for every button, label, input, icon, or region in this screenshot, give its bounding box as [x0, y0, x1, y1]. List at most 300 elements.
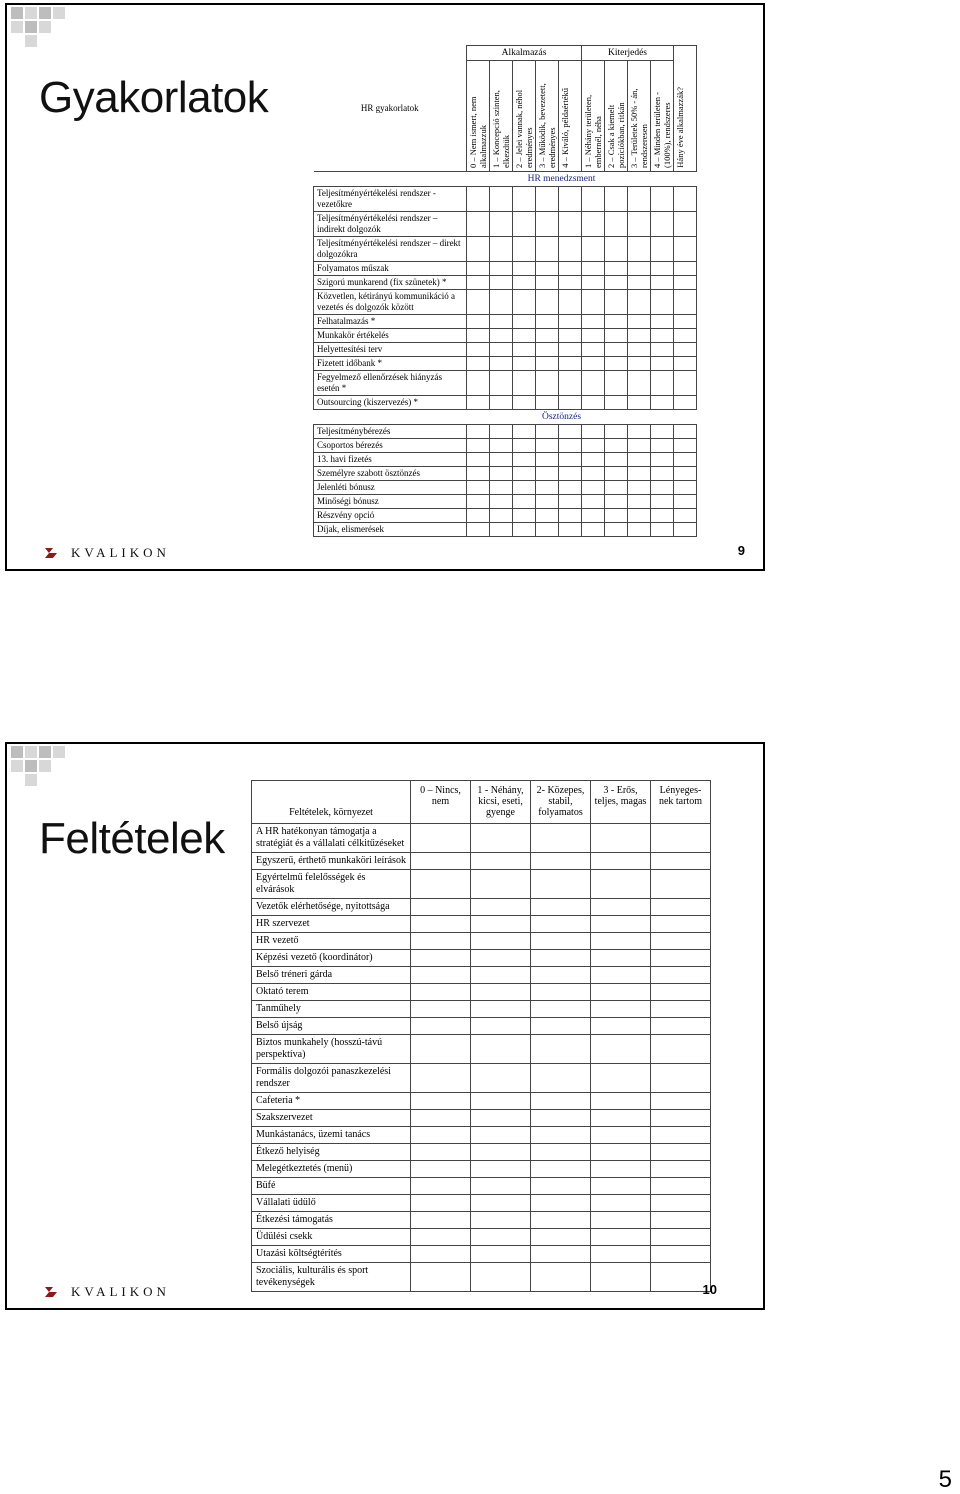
rating-cell[interactable] [651, 315, 674, 329]
rating-cell[interactable] [582, 495, 605, 509]
rating-cell[interactable] [490, 276, 513, 290]
rating-cell[interactable] [674, 425, 697, 439]
rating-cell[interactable] [536, 357, 559, 371]
rating-cell[interactable] [531, 1246, 591, 1263]
rating-cell[interactable] [490, 237, 513, 262]
rating-cell[interactable] [559, 212, 582, 237]
rating-cell[interactable] [536, 467, 559, 481]
rating-cell[interactable] [582, 343, 605, 357]
rating-cell[interactable] [531, 1127, 591, 1144]
rating-cell[interactable] [651, 853, 711, 870]
rating-cell[interactable] [651, 481, 674, 495]
rating-cell[interactable] [536, 329, 559, 343]
rating-cell[interactable] [559, 262, 582, 276]
rating-cell[interactable] [582, 425, 605, 439]
rating-cell[interactable] [513, 290, 536, 315]
rating-cell[interactable] [467, 329, 490, 343]
rating-cell[interactable] [411, 1178, 471, 1195]
rating-cell[interactable] [467, 495, 490, 509]
rating-cell[interactable] [490, 357, 513, 371]
rating-cell[interactable] [467, 467, 490, 481]
rating-cell[interactable] [591, 1212, 651, 1229]
rating-cell[interactable] [471, 933, 531, 950]
rating-cell[interactable] [411, 1001, 471, 1018]
rating-cell[interactable] [582, 212, 605, 237]
rating-cell[interactable] [531, 950, 591, 967]
rating-cell[interactable] [471, 1127, 531, 1144]
rating-cell[interactable] [559, 453, 582, 467]
rating-cell[interactable] [411, 1246, 471, 1263]
rating-cell[interactable] [591, 1229, 651, 1246]
rating-cell[interactable] [471, 870, 531, 899]
rating-cell[interactable] [490, 509, 513, 523]
rating-cell[interactable] [471, 1018, 531, 1035]
rating-cell[interactable] [513, 315, 536, 329]
rating-cell[interactable] [536, 439, 559, 453]
rating-cell[interactable] [674, 481, 697, 495]
rating-cell[interactable] [674, 467, 697, 481]
rating-cell[interactable] [471, 1195, 531, 1212]
rating-cell[interactable] [582, 509, 605, 523]
rating-cell[interactable] [467, 523, 490, 537]
rating-cell[interactable] [582, 481, 605, 495]
rating-cell[interactable] [651, 950, 711, 967]
rating-cell[interactable] [651, 509, 674, 523]
rating-cell[interactable] [490, 453, 513, 467]
rating-cell[interactable] [651, 1001, 711, 1018]
rating-cell[interactable] [591, 1127, 651, 1144]
rating-cell[interactable] [467, 212, 490, 237]
rating-cell[interactable] [411, 824, 471, 853]
rating-cell[interactable] [411, 1195, 471, 1212]
rating-cell[interactable] [605, 371, 628, 396]
rating-cell[interactable] [531, 1035, 591, 1064]
rating-cell[interactable] [531, 1178, 591, 1195]
rating-cell[interactable] [582, 439, 605, 453]
rating-cell[interactable] [467, 276, 490, 290]
rating-cell[interactable] [651, 439, 674, 453]
rating-cell[interactable] [411, 1229, 471, 1246]
rating-cell[interactable] [536, 262, 559, 276]
rating-cell[interactable] [591, 899, 651, 916]
rating-cell[interactable] [467, 371, 490, 396]
rating-cell[interactable] [651, 1093, 711, 1110]
rating-cell[interactable] [531, 933, 591, 950]
rating-cell[interactable] [513, 262, 536, 276]
rating-cell[interactable] [628, 357, 651, 371]
rating-cell[interactable] [471, 916, 531, 933]
rating-cell[interactable] [628, 290, 651, 315]
rating-cell[interactable] [651, 1127, 711, 1144]
rating-cell[interactable] [411, 1093, 471, 1110]
rating-cell[interactable] [674, 523, 697, 537]
rating-cell[interactable] [582, 315, 605, 329]
rating-cell[interactable] [651, 916, 711, 933]
rating-cell[interactable] [651, 1110, 711, 1127]
rating-cell[interactable] [591, 1001, 651, 1018]
rating-cell[interactable] [513, 495, 536, 509]
rating-cell[interactable] [582, 262, 605, 276]
rating-cell[interactable] [513, 509, 536, 523]
rating-cell[interactable] [674, 329, 697, 343]
rating-cell[interactable] [674, 237, 697, 262]
rating-cell[interactable] [559, 523, 582, 537]
rating-cell[interactable] [651, 1195, 711, 1212]
rating-cell[interactable] [490, 425, 513, 439]
rating-cell[interactable] [674, 371, 697, 396]
rating-cell[interactable] [628, 276, 651, 290]
rating-cell[interactable] [513, 481, 536, 495]
rating-cell[interactable] [531, 984, 591, 1001]
rating-cell[interactable] [674, 212, 697, 237]
rating-cell[interactable] [559, 187, 582, 212]
rating-cell[interactable] [605, 212, 628, 237]
rating-cell[interactable] [605, 453, 628, 467]
rating-cell[interactable] [591, 1246, 651, 1263]
rating-cell[interactable] [605, 467, 628, 481]
rating-cell[interactable] [559, 371, 582, 396]
rating-cell[interactable] [411, 1161, 471, 1178]
rating-cell[interactable] [513, 439, 536, 453]
rating-cell[interactable] [591, 1018, 651, 1035]
rating-cell[interactable] [582, 329, 605, 343]
rating-cell[interactable] [490, 329, 513, 343]
rating-cell[interactable] [651, 1144, 711, 1161]
rating-cell[interactable] [513, 396, 536, 410]
rating-cell[interactable] [605, 315, 628, 329]
rating-cell[interactable] [513, 371, 536, 396]
rating-cell[interactable] [411, 1127, 471, 1144]
rating-cell[interactable] [651, 1161, 711, 1178]
rating-cell[interactable] [651, 329, 674, 343]
rating-cell[interactable] [471, 1212, 531, 1229]
rating-cell[interactable] [628, 343, 651, 357]
rating-cell[interactable] [582, 237, 605, 262]
rating-cell[interactable] [513, 329, 536, 343]
rating-cell[interactable] [513, 187, 536, 212]
rating-cell[interactable] [536, 343, 559, 357]
rating-cell[interactable] [605, 439, 628, 453]
rating-cell[interactable] [411, 870, 471, 899]
rating-cell[interactable] [467, 481, 490, 495]
rating-cell[interactable] [490, 495, 513, 509]
rating-cell[interactable] [674, 262, 697, 276]
rating-cell[interactable] [559, 315, 582, 329]
rating-cell[interactable] [536, 495, 559, 509]
rating-cell[interactable] [628, 212, 651, 237]
rating-cell[interactable] [674, 357, 697, 371]
rating-cell[interactable] [591, 1178, 651, 1195]
rating-cell[interactable] [674, 396, 697, 410]
rating-cell[interactable] [531, 1229, 591, 1246]
rating-cell[interactable] [559, 509, 582, 523]
rating-cell[interactable] [582, 453, 605, 467]
rating-cell[interactable] [467, 343, 490, 357]
rating-cell[interactable] [582, 467, 605, 481]
rating-cell[interactable] [531, 824, 591, 853]
rating-cell[interactable] [651, 262, 674, 276]
rating-cell[interactable] [513, 453, 536, 467]
rating-cell[interactable] [651, 967, 711, 984]
rating-cell[interactable] [536, 453, 559, 467]
rating-cell[interactable] [651, 984, 711, 1001]
rating-cell[interactable] [559, 467, 582, 481]
rating-cell[interactable] [674, 315, 697, 329]
rating-cell[interactable] [467, 262, 490, 276]
rating-cell[interactable] [536, 523, 559, 537]
rating-cell[interactable] [411, 933, 471, 950]
rating-cell[interactable] [467, 396, 490, 410]
rating-cell[interactable] [651, 212, 674, 237]
rating-cell[interactable] [411, 1144, 471, 1161]
rating-cell[interactable] [651, 467, 674, 481]
rating-cell[interactable] [536, 396, 559, 410]
rating-cell[interactable] [513, 357, 536, 371]
rating-cell[interactable] [471, 899, 531, 916]
rating-cell[interactable] [651, 290, 674, 315]
rating-cell[interactable] [467, 425, 490, 439]
rating-cell[interactable] [628, 237, 651, 262]
rating-cell[interactable] [531, 1110, 591, 1127]
rating-cell[interactable] [651, 523, 674, 537]
rating-cell[interactable] [591, 1035, 651, 1064]
rating-cell[interactable] [605, 481, 628, 495]
rating-cell[interactable] [471, 1144, 531, 1161]
rating-cell[interactable] [536, 425, 559, 439]
rating-cell[interactable] [467, 237, 490, 262]
rating-cell[interactable] [490, 481, 513, 495]
rating-cell[interactable] [674, 187, 697, 212]
rating-cell[interactable] [471, 1001, 531, 1018]
rating-cell[interactable] [651, 1212, 711, 1229]
rating-cell[interactable] [674, 453, 697, 467]
rating-cell[interactable] [605, 495, 628, 509]
rating-cell[interactable] [467, 509, 490, 523]
rating-cell[interactable] [411, 1110, 471, 1127]
rating-cell[interactable] [531, 1093, 591, 1110]
rating-cell[interactable] [651, 899, 711, 916]
rating-cell[interactable] [628, 315, 651, 329]
rating-cell[interactable] [591, 933, 651, 950]
rating-cell[interactable] [582, 187, 605, 212]
rating-cell[interactable] [591, 1093, 651, 1110]
rating-cell[interactable] [559, 343, 582, 357]
rating-cell[interactable] [536, 276, 559, 290]
rating-cell[interactable] [411, 984, 471, 1001]
rating-cell[interactable] [591, 824, 651, 853]
rating-cell[interactable] [591, 1263, 651, 1292]
rating-cell[interactable] [591, 916, 651, 933]
rating-cell[interactable] [513, 425, 536, 439]
rating-cell[interactable] [582, 523, 605, 537]
rating-cell[interactable] [628, 523, 651, 537]
rating-cell[interactable] [582, 290, 605, 315]
rating-cell[interactable] [467, 187, 490, 212]
rating-cell[interactable] [467, 357, 490, 371]
rating-cell[interactable] [513, 467, 536, 481]
rating-cell[interactable] [591, 984, 651, 1001]
rating-cell[interactable] [559, 276, 582, 290]
rating-cell[interactable] [559, 396, 582, 410]
rating-cell[interactable] [559, 425, 582, 439]
rating-cell[interactable] [591, 853, 651, 870]
rating-cell[interactable] [651, 187, 674, 212]
rating-cell[interactable] [674, 290, 697, 315]
rating-cell[interactable] [582, 357, 605, 371]
rating-cell[interactable] [582, 396, 605, 410]
rating-cell[interactable] [605, 343, 628, 357]
rating-cell[interactable] [651, 343, 674, 357]
rating-cell[interactable] [471, 853, 531, 870]
rating-cell[interactable] [471, 1093, 531, 1110]
rating-cell[interactable] [471, 1229, 531, 1246]
rating-cell[interactable] [651, 396, 674, 410]
rating-cell[interactable] [628, 262, 651, 276]
rating-cell[interactable] [628, 396, 651, 410]
rating-cell[interactable] [536, 212, 559, 237]
rating-cell[interactable] [490, 343, 513, 357]
rating-cell[interactable] [605, 329, 628, 343]
rating-cell[interactable] [490, 467, 513, 481]
rating-cell[interactable] [651, 1064, 711, 1093]
rating-cell[interactable] [531, 1161, 591, 1178]
rating-cell[interactable] [411, 1018, 471, 1035]
rating-cell[interactable] [531, 1263, 591, 1292]
rating-cell[interactable] [674, 343, 697, 357]
rating-cell[interactable] [628, 371, 651, 396]
rating-cell[interactable] [651, 357, 674, 371]
rating-cell[interactable] [531, 870, 591, 899]
rating-cell[interactable] [559, 481, 582, 495]
rating-cell[interactable] [536, 290, 559, 315]
rating-cell[interactable] [467, 439, 490, 453]
rating-cell[interactable] [559, 357, 582, 371]
rating-cell[interactable] [559, 495, 582, 509]
rating-cell[interactable] [531, 1195, 591, 1212]
rating-cell[interactable] [591, 1144, 651, 1161]
rating-cell[interactable] [490, 290, 513, 315]
rating-cell[interactable] [531, 1001, 591, 1018]
rating-cell[interactable] [411, 967, 471, 984]
rating-cell[interactable] [471, 1110, 531, 1127]
rating-cell[interactable] [513, 237, 536, 262]
rating-cell[interactable] [490, 315, 513, 329]
rating-cell[interactable] [651, 276, 674, 290]
rating-cell[interactable] [591, 1161, 651, 1178]
rating-cell[interactable] [490, 439, 513, 453]
rating-cell[interactable] [411, 1064, 471, 1093]
rating-cell[interactable] [582, 276, 605, 290]
rating-cell[interactable] [591, 1110, 651, 1127]
rating-cell[interactable] [531, 1144, 591, 1161]
rating-cell[interactable] [471, 950, 531, 967]
rating-cell[interactable] [605, 187, 628, 212]
rating-cell[interactable] [628, 481, 651, 495]
rating-cell[interactable] [651, 1246, 711, 1263]
rating-cell[interactable] [490, 396, 513, 410]
rating-cell[interactable] [651, 1018, 711, 1035]
rating-cell[interactable] [531, 1212, 591, 1229]
rating-cell[interactable] [651, 425, 674, 439]
rating-cell[interactable] [536, 315, 559, 329]
rating-cell[interactable] [490, 371, 513, 396]
rating-cell[interactable] [467, 453, 490, 467]
rating-cell[interactable] [651, 933, 711, 950]
rating-cell[interactable] [628, 467, 651, 481]
rating-cell[interactable] [411, 1212, 471, 1229]
rating-cell[interactable] [531, 1018, 591, 1035]
rating-cell[interactable] [651, 237, 674, 262]
rating-cell[interactable] [531, 899, 591, 916]
rating-cell[interactable] [471, 967, 531, 984]
rating-cell[interactable] [591, 870, 651, 899]
rating-cell[interactable] [490, 262, 513, 276]
rating-cell[interactable] [471, 1161, 531, 1178]
rating-cell[interactable] [651, 1035, 711, 1064]
rating-cell[interactable] [605, 290, 628, 315]
rating-cell[interactable] [471, 1035, 531, 1064]
rating-cell[interactable] [559, 290, 582, 315]
rating-cell[interactable] [651, 1229, 711, 1246]
rating-cell[interactable] [628, 329, 651, 343]
rating-cell[interactable] [536, 237, 559, 262]
rating-cell[interactable] [490, 523, 513, 537]
rating-cell[interactable] [411, 950, 471, 967]
rating-cell[interactable] [471, 1246, 531, 1263]
rating-cell[interactable] [628, 187, 651, 212]
rating-cell[interactable] [559, 439, 582, 453]
rating-cell[interactable] [531, 916, 591, 933]
rating-cell[interactable] [471, 1263, 531, 1292]
rating-cell[interactable] [531, 853, 591, 870]
rating-cell[interactable] [591, 967, 651, 984]
rating-cell[interactable] [513, 343, 536, 357]
rating-cell[interactable] [651, 371, 674, 396]
rating-cell[interactable] [628, 509, 651, 523]
rating-cell[interactable] [628, 453, 651, 467]
rating-cell[interactable] [490, 212, 513, 237]
rating-cell[interactable] [651, 870, 711, 899]
rating-cell[interactable] [467, 290, 490, 315]
rating-cell[interactable] [651, 1263, 711, 1292]
rating-cell[interactable] [536, 509, 559, 523]
rating-cell[interactable] [471, 984, 531, 1001]
rating-cell[interactable] [674, 439, 697, 453]
rating-cell[interactable] [605, 262, 628, 276]
rating-cell[interactable] [536, 371, 559, 396]
rating-cell[interactable] [536, 481, 559, 495]
rating-cell[interactable] [531, 967, 591, 984]
rating-cell[interactable] [591, 1195, 651, 1212]
rating-cell[interactable] [605, 276, 628, 290]
rating-cell[interactable] [490, 187, 513, 212]
rating-cell[interactable] [605, 237, 628, 262]
rating-cell[interactable] [591, 1064, 651, 1093]
rating-cell[interactable] [674, 276, 697, 290]
rating-cell[interactable] [559, 329, 582, 343]
rating-cell[interactable] [674, 509, 697, 523]
rating-cell[interactable] [513, 276, 536, 290]
rating-cell[interactable] [536, 187, 559, 212]
rating-cell[interactable] [651, 824, 711, 853]
rating-cell[interactable] [651, 495, 674, 509]
rating-cell[interactable] [628, 439, 651, 453]
rating-cell[interactable] [605, 425, 628, 439]
rating-cell[interactable] [513, 523, 536, 537]
rating-cell[interactable] [411, 899, 471, 916]
rating-cell[interactable] [651, 1178, 711, 1195]
rating-cell[interactable] [471, 1178, 531, 1195]
